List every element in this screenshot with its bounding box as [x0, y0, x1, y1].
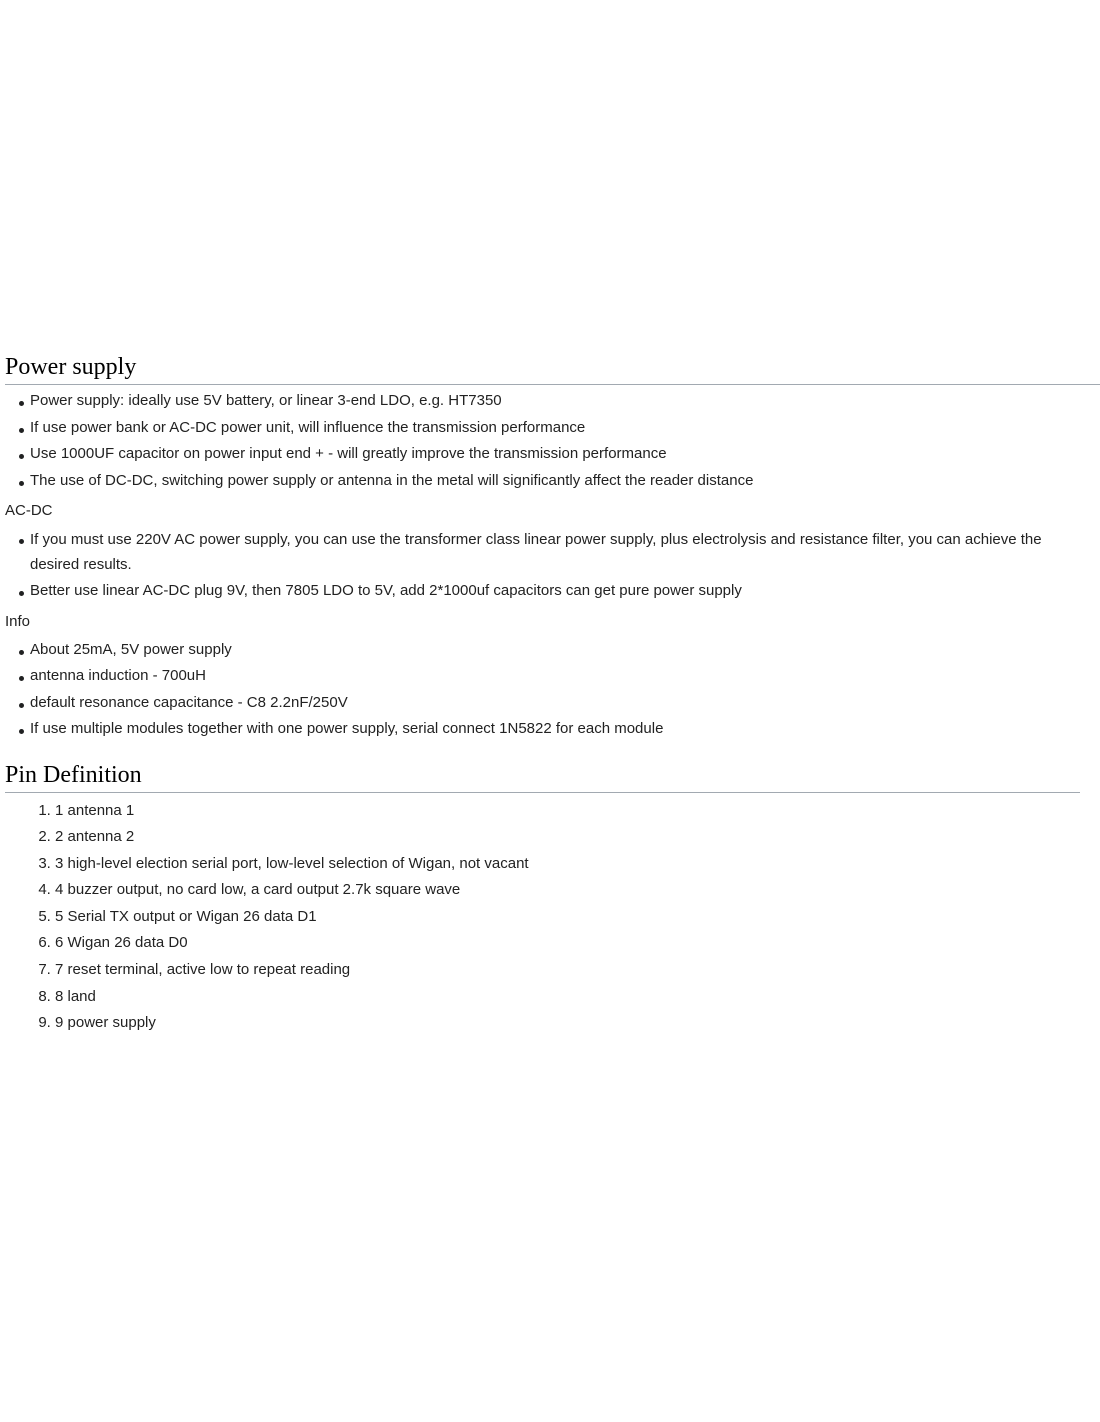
pin-definition-section [5, 760, 1100, 1037]
list-item: Power supply: ideally use 5V battery, or linear 3-end LDO, e.g. HT7350 [30, 388, 1100, 415]
pin-item: 1. 1 antenna 1 [55, 798, 1100, 825]
list-item: About 25mA, 5V power supply [30, 637, 1100, 664]
pin-definition-list [5, 798, 1100, 1037]
pin-item: 8. 8 land [55, 984, 1100, 1011]
pin-definition-heading: Pin Definition [5, 760, 1080, 793]
pin-item: 6. 6 Wigan 26 data D0 [55, 930, 1100, 957]
pin-item: 2. 2 antenna 2 [55, 824, 1100, 851]
info-label: Info [5, 612, 31, 630]
pin-item: 4. 4 buzzer output, no card low, a card output 2.7k square wave [55, 877, 1100, 904]
list-item: If use multiple modules together with one power supply, serial connect 1N5822 for each module [30, 716, 1100, 743]
power-supply-heading: Power supply [5, 352, 1100, 385]
list-item: default resonance capacitance - C8 2.2nF/250V [30, 690, 1100, 717]
pin-item: 5. 5 Serial TX output or Wigan 26 data D1 [55, 904, 1100, 931]
pin-item: 3. 3 high-level election serial port, low-level selection of Wigan, not vacant [55, 851, 1100, 878]
info-list [5, 637, 1100, 743]
list-item: The use of DC-DC, switching power supply or antenna in the metal will significantly affect the reader distance [30, 468, 1100, 495]
list-item: antenna induction - 700uH [30, 663, 1100, 690]
power-supply-section [5, 352, 1100, 743]
list-item: If you must use 220V AC power supply, you can use the transformer class linear power supply, plus electrolysis and resistance filter, you can achieve the desired results. [30, 526, 1100, 578]
pin-item: 9. 9 power supply [55, 1010, 1100, 1037]
list-item: Use 1000UF capacitor on power input end + - will greatly improve the transmission performance [30, 441, 1100, 468]
pin-item: 7. 7 reset terminal, active low to repeat reading [55, 957, 1100, 984]
ac-dc-list [5, 526, 1100, 605]
document-content [5, 352, 1100, 1037]
list-item: Better use linear AC-DC plug 9V, then 7805 LDO to 5V, add 2*1000uf capacitors can get pure power supply [30, 578, 1100, 605]
list-item: If use power bank or AC-DC power unit, will influence the transmission performance [30, 415, 1100, 442]
power-supply-list [5, 388, 1100, 494]
ac-dc-label: AC-DC [5, 502, 53, 519]
